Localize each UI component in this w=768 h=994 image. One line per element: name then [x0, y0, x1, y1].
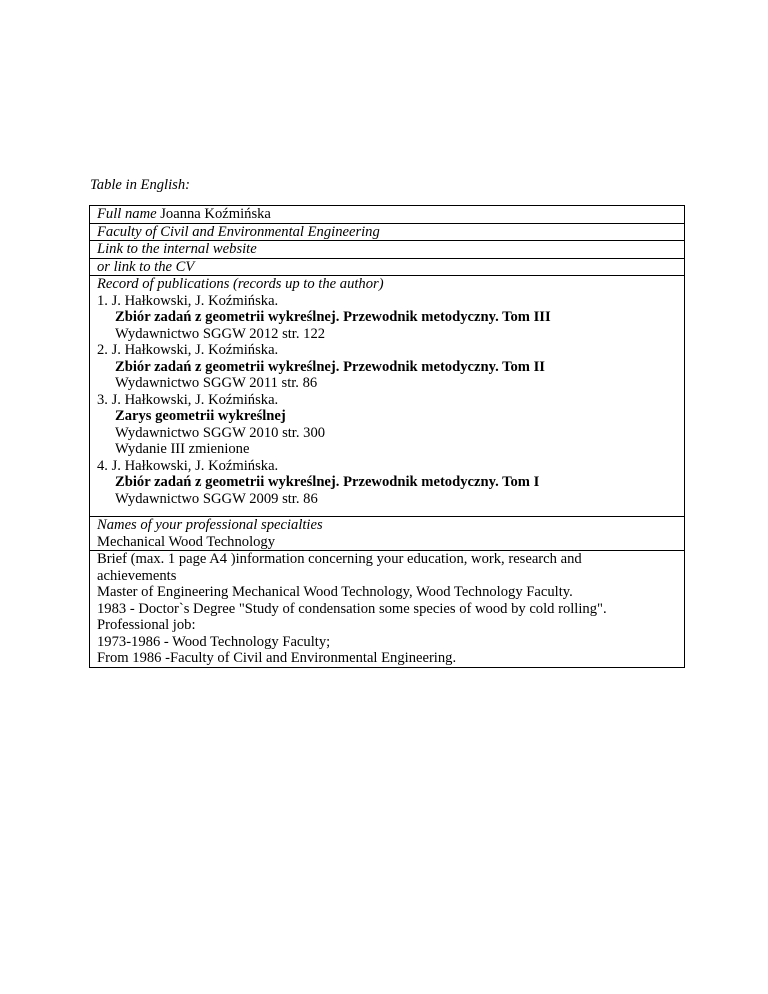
brief-label-line-1: Brief (max. 1 page A4 )information concerning your education, work, research and: [97, 551, 582, 567]
cv-link-row: [90, 258, 685, 276]
publication-3-publisher: Wydawnictwo SGGW 2010 str. 300: [115, 424, 326, 441]
brief-label-line-2: achievements: [97, 567, 177, 584]
publication-4-authors: 4. J. Hałkowski, J. Koźmińska.: [97, 457, 279, 474]
brief-line-5: From 1986 -Faculty of Civil and Environmental Engineering.: [97, 650, 457, 666]
brief-line-3: Professional job:: [97, 617, 196, 633]
faculty-cell: Faculty of Civil and Environmental Engineering: [90, 223, 685, 241]
brief-cell: [90, 551, 685, 668]
cv-table: [89, 205, 685, 668]
publication-1-publisher: Wydawnictwo SGGW 2012 str. 122: [115, 325, 326, 342]
publications-label: Record of publications (records up to the author): [97, 276, 384, 292]
internal-link-row: [90, 241, 685, 259]
publications-cell: [90, 276, 685, 517]
full-name-value: Joanna Koźmińska: [160, 206, 271, 222]
publication-2-authors: 2. J. Hałkowski, J. Koźmińska.: [97, 342, 279, 358]
specialties-row: [90, 517, 685, 551]
full-name-row: [90, 206, 685, 224]
internal-link-cell: Link to the internal website: [90, 241, 685, 259]
publication-1-authors: 1. J. Hałkowski, J. Koźmińska.: [97, 292, 279, 309]
full-name-cell: [90, 206, 685, 224]
publication-3-title: Zarys geometrii wykreślnej: [115, 408, 286, 424]
publication-2-title: Zbiór zadań z geometrii wykreślnej. Przewodnik metodyczny. Tom II: [115, 358, 545, 375]
brief-row: [90, 551, 685, 668]
cv-link-cell: or link to the CV: [90, 258, 685, 276]
specialties-label: Names of your professional specialties: [97, 517, 323, 533]
brief-line-1: Master of Engineering Mechanical Wood Technology, Wood Technology Faculty.: [97, 584, 573, 600]
publication-3-authors: 3. J. Hałkowski, J. Koźmińska.: [97, 391, 279, 408]
brief-line-2: 1983 - Doctor`s Degree "Study of condensation some species of wood by cold rolling".: [97, 600, 607, 617]
publication-4-title: Zbiór zadań z geometrii wykreślnej. Przewodnik metodyczny. Tom I: [115, 474, 540, 490]
specialties-cell: [90, 517, 685, 551]
publication-4-publisher: Wydawnictwo SGGW 2009 str. 86: [115, 490, 318, 507]
publication-1-title: Zbiór zadań z geometrii wykreślnej. Przewodnik metodyczny. Tom III: [115, 309, 551, 325]
brief-line-4: 1973-1986 - Wood Technology Faculty;: [97, 633, 331, 650]
faculty-row: [90, 223, 685, 241]
publication-3-edition: Wydanie III zmienione: [115, 441, 250, 457]
specialties-value: Mechanical Wood Technology: [97, 533, 276, 550]
full-name-label: Full name: [97, 206, 157, 222]
publications-row: [90, 276, 685, 517]
page-heading: Table in English:: [90, 177, 191, 193]
publication-2-publisher: Wydawnictwo SGGW 2011 str. 86: [115, 375, 318, 391]
